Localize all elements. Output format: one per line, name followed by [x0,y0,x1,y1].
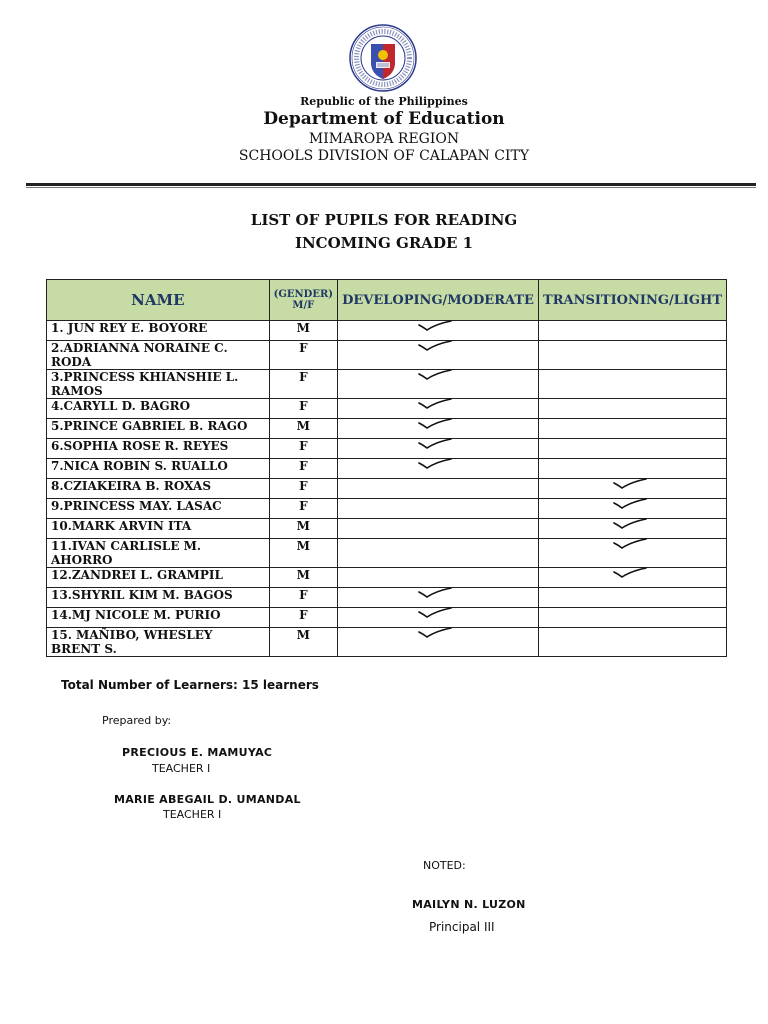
gender-header-bottom: M/F [292,300,315,311]
department-name: Department of Education [263,109,505,129]
transitioning-cell [539,499,727,519]
developing-cell [338,608,539,628]
republic-line: Republic of the Philippines [300,95,468,108]
pupil-gender: F [269,399,337,419]
transitioning-column-header: TRANSITIONING/LIGHT [539,280,727,321]
signatory-1-name: PRECIOUS E. MAMUYAC [122,746,273,759]
list-title: LIST OF PUPILS FOR READING [250,211,518,229]
developing-cell [338,321,539,341]
pupil-name: 2.ADRIANNA NORAINE C. RODA [47,341,270,370]
transitioning-cell [539,608,727,628]
table-row [47,479,727,499]
prepared-by-label: Prepared by: [102,714,172,727]
gender-column-header [269,280,337,321]
deped-seal-icon [349,24,417,92]
pupil-name: 13.SHYRIL KIM M. BAGOS [47,588,270,608]
pupil-name: 9.PRINCESS MAY. LASAC [47,499,270,519]
pupil-gender: M [269,568,337,588]
developing-cell [338,568,539,588]
table-row [47,399,727,419]
table-row [47,519,727,539]
pupil-name: 12.ZANDREI L. GRAMPIL [47,568,270,588]
developing-cell [338,628,539,657]
signatory-3-position: Principal III [429,920,495,934]
pupil-gender: M [269,519,337,539]
pupil-gender: F [269,479,337,499]
pupil-name: 1. JUN REY E. BOYORE [47,321,270,341]
signatory-3-name: MAILYN N. LUZON [412,898,526,911]
pupil-name: 10.MARK ARVIN ITA [47,519,270,539]
name-column-header: NAME [47,280,270,321]
transitioning-cell [539,479,727,499]
developing-cell [338,370,539,399]
transitioning-cell [539,588,727,608]
table-row [47,439,727,459]
pupil-name: 14.MJ NICOLE M. PURIO [47,608,270,628]
pupil-gender: F [269,370,337,399]
pupil-name: 7.NICA ROBIN S. RUALLO [47,459,270,479]
table-row [47,628,727,657]
transitioning-cell [539,628,727,657]
developing-cell [338,479,539,499]
transitioning-cell [539,341,727,370]
signatory-2-position: TEACHER I [163,808,222,821]
table-row [47,370,727,399]
header-divider-thin [26,187,756,188]
table-header-row [47,280,727,321]
table-row [47,499,727,519]
pupils-table [46,279,727,657]
pupil-name: 3.PRINCESS KHIANSHIE L. RAMOS [47,370,270,399]
developing-cell [338,499,539,519]
developing-cell [338,399,539,419]
transitioning-cell [539,459,727,479]
developing-cell [338,588,539,608]
gender-header-top: (GENDER) [273,289,334,300]
pupil-gender: F [269,439,337,459]
pupil-name: 8.CZIAKEIRA B. ROXAS [47,479,270,499]
pupil-name: 15. MAÑIBO, WHESLEY BRENT S. [47,628,270,657]
transitioning-cell [539,419,727,439]
transitioning-cell [539,439,727,459]
list-subtitle: INCOMING GRADE 1 [294,234,474,252]
pupil-gender: M [269,628,337,657]
pupil-name: 6.SOPHIA ROSE R. REYES [47,439,270,459]
pupil-name: 4.CARYLL D. BAGRO [47,399,270,419]
developing-cell [338,341,539,370]
noted-label: NOTED: [423,859,466,872]
table-row [47,321,727,341]
table-row [47,568,727,588]
table-row [47,419,727,439]
table-row [47,341,727,370]
pupil-gender: F [269,588,337,608]
transitioning-cell [539,399,727,419]
pupil-gender: M [269,321,337,341]
developing-column-header: DEVELOPING/MODERATE [338,280,539,321]
region-name: MIMAROPA REGION [308,131,460,147]
developing-cell [338,519,539,539]
table-row [47,459,727,479]
pupil-gender: F [269,608,337,628]
transitioning-cell [539,321,727,341]
pupil-gender: F [269,499,337,519]
transitioning-cell [539,568,727,588]
table-row [47,539,727,568]
total-learners: Total Number of Learners: 15 learners [61,678,319,692]
signatory-2-name: MARIE ABEGAIL D. UMANDAL [114,793,301,806]
pupil-gender: F [269,341,337,370]
pupil-gender: F [269,459,337,479]
pupil-name: 5.PRINCE GABRIEL B. RAGO [47,419,270,439]
developing-cell [338,439,539,459]
developing-cell [338,459,539,479]
division-name: SCHOOLS DIVISION OF CALAPAN CITY [238,148,530,164]
transitioning-cell [539,519,727,539]
transitioning-cell [539,539,727,568]
pupil-name: 11.IVAN CARLISLE M. AHORRO [47,539,270,568]
developing-cell [338,419,539,439]
header-divider [26,183,756,186]
transitioning-cell [539,370,727,399]
signatory-1-position: TEACHER I [152,762,211,775]
table-row [47,608,727,628]
developing-cell [338,539,539,568]
pupil-gender: M [269,539,337,568]
pupil-gender: M [269,419,337,439]
table-row [47,588,727,608]
